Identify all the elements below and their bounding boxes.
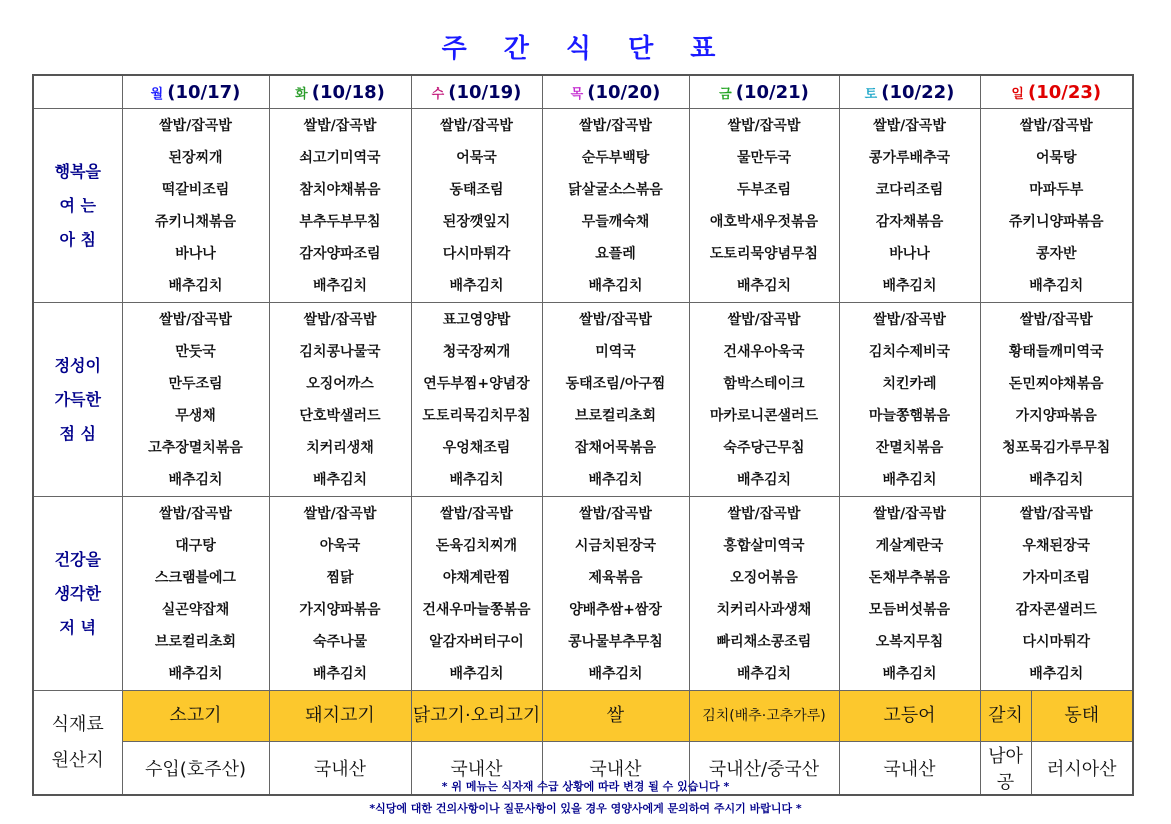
menu-change-note: * 위 메뉴는 식자재 수급 상황에 따라 변경 될 수 있습니다 * xyxy=(441,780,730,793)
dish-item: 치커리사과생채 xyxy=(716,602,812,618)
dish-item: 쌀밥/잡곡밥 xyxy=(159,312,232,328)
dish-item: 쌀밥/잡곡밥 xyxy=(579,312,652,328)
menu-cell xyxy=(411,497,542,691)
dish-item: 순두부백탕 xyxy=(581,150,650,166)
dish-item: 배추김치 xyxy=(882,666,937,682)
dish-item: 배추김치 xyxy=(168,278,223,294)
day-icon: 금 xyxy=(719,86,732,102)
dish-item: 찜닭 xyxy=(326,570,354,586)
meal-label-line: 아 침 xyxy=(59,229,96,249)
dish-item: 물만두국 xyxy=(736,150,792,166)
dish-item: 마카로니콘샐러드 xyxy=(709,408,819,424)
menu-cell xyxy=(542,497,689,691)
origin-country: 국내산/중국산 xyxy=(689,742,839,796)
dish-item: 쌀밥/잡곡밥 xyxy=(159,118,232,134)
menu-cell xyxy=(122,109,269,303)
origin-country: 남아공 xyxy=(980,742,1031,796)
dish-item: 김치콩나물국 xyxy=(299,344,381,360)
dish-item: 배추김치 xyxy=(312,278,368,294)
dish-item: 쌀밥/잡곡밥 xyxy=(1019,506,1093,522)
dish-item: 쌀밥/잡곡밥 xyxy=(303,506,377,522)
dish-item: 우엉채조림 xyxy=(442,440,511,456)
meal-label-line: 가득한 xyxy=(54,389,101,409)
menu-cell xyxy=(542,303,689,497)
meal-label xyxy=(33,109,122,303)
dish-item: 감자콘샐러드 xyxy=(1015,602,1097,618)
day-header-2 xyxy=(411,75,542,109)
inquiry-note: *식당에 대한 건의사항이나 질문사항이 있을 경우 영양사에게 문의하여 주시기 바랍니다 * xyxy=(369,802,802,815)
dish-item: 콩자반 xyxy=(1035,246,1077,262)
meal-label-line: 정성이 xyxy=(54,355,101,375)
origin-item-row xyxy=(33,691,1133,742)
dish-item: 콩가루배추국 xyxy=(868,150,951,166)
dish-item: 돈채부추볶음 xyxy=(868,570,951,586)
origin-label-line: 원산지 xyxy=(51,749,104,771)
menu-cell xyxy=(269,109,411,303)
dish-item: 브로컬리초회 xyxy=(154,634,237,650)
dish-item: 쥬키니양파볶음 xyxy=(1008,214,1104,230)
day-header-3 xyxy=(542,75,689,109)
dish-item: 무생채 xyxy=(175,408,216,424)
meal-label-line: 저 녁 xyxy=(59,617,96,637)
day-date: (10/23) xyxy=(1027,81,1102,103)
dish-item: 배추김치 xyxy=(588,666,643,682)
dish-item: 마파두부 xyxy=(1029,182,1084,198)
dish-item: 건새우아욱국 xyxy=(723,344,805,360)
menu-cell xyxy=(839,109,980,303)
origin-ingredient: 고등어 xyxy=(839,691,980,742)
dish-item: 쥬키니채볶음 xyxy=(154,214,237,230)
menu-cell xyxy=(269,497,411,691)
dish-item: 쌀밥/잡곡밥 xyxy=(440,118,513,134)
menu-cell xyxy=(122,497,269,691)
dish-item: 가지양파볶음 xyxy=(1015,408,1097,424)
dish-item: 청국장찌개 xyxy=(442,344,511,360)
origin-label-line: 식재료 xyxy=(51,713,104,735)
dish-item: 배추김치 xyxy=(449,472,504,488)
origin-ingredient: 돼지고기 xyxy=(269,691,411,742)
dish-item: 다시마튀각 xyxy=(1022,634,1091,650)
dish-item: 쌀밥/잡곡밥 xyxy=(1019,118,1093,134)
dish-item: 쌀밥/잡곡밥 xyxy=(303,118,377,134)
origin-ingredient: 김치(배추·고추가루) xyxy=(689,691,839,742)
dish-item: 연두부찜+양념장 xyxy=(423,376,530,392)
dish-item: 동태조림/아구찜 xyxy=(565,376,666,392)
meal-label xyxy=(33,497,122,691)
dish-item: 오복지무침 xyxy=(875,634,944,650)
day-icon: 목 xyxy=(570,86,584,102)
dish-item: 쌀밥/잡곡밥 xyxy=(303,312,377,328)
day-date: (10/20) xyxy=(587,81,661,103)
dish-item: 요플레 xyxy=(595,246,636,262)
dish-item: 코다리조림 xyxy=(875,182,944,198)
dish-item: 돈육김치찌개 xyxy=(435,538,518,554)
dish-item: 게살계란국 xyxy=(875,538,944,554)
dish-item: 단호박샐러드 xyxy=(299,408,381,424)
dish-item: 된장깻잎지 xyxy=(442,214,511,230)
dish-item: 배추김치 xyxy=(1029,472,1084,488)
meal-label-line: 건강을 xyxy=(54,549,101,569)
dish-item: 배추김치 xyxy=(736,666,792,682)
dish-item: 배추김치 xyxy=(312,666,368,682)
dish-item: 배추김치 xyxy=(312,472,368,488)
day-header-6 xyxy=(980,75,1133,109)
dish-item: 모듬버섯볶음 xyxy=(868,602,951,618)
dish-item: 잔멸치볶음 xyxy=(875,440,944,456)
dish-item: 애호박새우젓볶음 xyxy=(709,214,819,230)
origin-country: 국내산 xyxy=(542,742,689,796)
dish-item: 표고영양밥 xyxy=(442,312,511,328)
dish-item: 홍합살미역국 xyxy=(723,538,805,554)
dish-item: 배추김치 xyxy=(736,472,792,488)
dish-item: 청포묵김가루무침 xyxy=(1002,440,1111,456)
meal-label-line: 행복을 xyxy=(54,161,101,181)
dish-item: 고추장멸치볶음 xyxy=(148,440,243,456)
dish-item: 감자채볶음 xyxy=(875,214,944,230)
origin-ingredient: 닭고기·오리고기 xyxy=(411,691,542,742)
dish-item: 바나나 xyxy=(889,246,930,262)
meal-row xyxy=(33,109,1133,303)
menu-cell xyxy=(980,497,1133,691)
dish-item: 떡갈비조림 xyxy=(161,182,230,198)
day-date: (10/17) xyxy=(167,81,241,103)
dish-item: 아욱국 xyxy=(319,538,361,554)
weekly-menu-table xyxy=(32,74,1134,796)
dish-item: 스크램블에그 xyxy=(154,570,237,586)
day-date: (10/19) xyxy=(448,81,522,103)
dish-item: 된장찌개 xyxy=(168,150,223,166)
meal-label xyxy=(33,303,122,497)
menu-cell xyxy=(689,497,839,691)
dish-item: 알감자버터구이 xyxy=(429,634,524,650)
day-icon: 월 xyxy=(150,86,164,102)
dish-item: 야채계란찜 xyxy=(442,570,511,586)
origin-ingredient: 쌀 xyxy=(542,691,689,742)
menu-cell xyxy=(122,303,269,497)
dish-item: 오징어볶음 xyxy=(730,570,798,586)
dish-item: 배추김치 xyxy=(168,666,223,682)
day-icon: 일 xyxy=(1011,86,1024,102)
meal-row xyxy=(33,497,1133,691)
dish-item: 숙주나물 xyxy=(312,634,368,650)
dish-item: 만둣국 xyxy=(175,344,216,360)
dish-item: 쌀밥/잡곡밥 xyxy=(159,506,232,522)
menu-cell xyxy=(980,303,1133,497)
day-header-5 xyxy=(839,75,980,109)
dish-item: 마늘쫑햄볶음 xyxy=(868,408,951,424)
dish-item: 쌀밥/잡곡밥 xyxy=(1019,312,1093,328)
dish-item: 배추김치 xyxy=(588,278,643,294)
dish-item: 우채된장국 xyxy=(1022,538,1091,554)
dish-item: 도토리묵양념무침 xyxy=(709,246,819,262)
dish-item: 어묵국 xyxy=(456,150,497,166)
dish-item: 만두조림 xyxy=(168,376,223,392)
dish-item: 실곤약잡채 xyxy=(161,602,230,618)
menu-cell xyxy=(839,497,980,691)
day-header-0 xyxy=(122,75,269,109)
day-icon: 토 xyxy=(864,86,878,102)
dish-item: 함박스테이크 xyxy=(723,376,805,392)
dish-item: 감자양파조림 xyxy=(299,246,381,262)
dish-item: 무들깨숙채 xyxy=(581,214,650,230)
menu-cell xyxy=(269,303,411,497)
dish-item: 시금치된장국 xyxy=(574,538,657,554)
dish-item: 닭살굴소스볶음 xyxy=(568,182,663,198)
dish-item: 치킨카레 xyxy=(882,376,937,392)
origin-country: 수입(호주산) xyxy=(122,742,269,796)
day-date: (10/18) xyxy=(311,81,385,103)
dish-item: 배추김치 xyxy=(882,472,937,488)
dish-item: 숙주당근무침 xyxy=(723,440,805,456)
dish-item: 콩나물부추무침 xyxy=(568,634,663,650)
dish-item: 쌀밥/잡곡밥 xyxy=(727,312,801,328)
dish-item: 빠리채소콩조림 xyxy=(716,634,812,650)
dish-item: 김치수제비국 xyxy=(868,344,951,360)
corner-cell xyxy=(33,75,122,109)
dish-item: 바나나 xyxy=(175,246,216,262)
origin-country: 러시아산 xyxy=(1031,742,1133,796)
meal-label-line: 점 심 xyxy=(59,423,96,443)
dish-item: 배추김치 xyxy=(588,472,643,488)
day-header-4 xyxy=(689,75,839,109)
page-title: 주 간 식 단 표 xyxy=(441,34,730,64)
dish-item: 브로컬리초회 xyxy=(574,408,657,424)
origin-ingredient: 갈치 xyxy=(980,691,1031,742)
day-date: (10/22) xyxy=(881,81,955,103)
origin-ingredient: 소고기 xyxy=(122,691,269,742)
dish-item: 미역국 xyxy=(595,344,636,360)
dish-item: 동태조림 xyxy=(449,182,504,198)
day-icon: 화 xyxy=(295,86,308,102)
dish-item: 도토리묵김치무침 xyxy=(422,408,531,424)
dish-item: 가자미조림 xyxy=(1022,570,1091,586)
dish-item: 쇠고기미역국 xyxy=(299,150,381,166)
dish-item: 제육볶음 xyxy=(588,570,643,586)
dish-item: 배추김치 xyxy=(449,278,504,294)
dish-item: 황태들깨미역국 xyxy=(1008,344,1104,360)
dish-item: 다시마튀각 xyxy=(442,246,511,262)
dish-item: 배추김치 xyxy=(882,278,937,294)
menu-cell xyxy=(689,303,839,497)
menu-cell xyxy=(839,303,980,497)
dish-item: 치커리생채 xyxy=(306,440,374,456)
menu-cell xyxy=(689,109,839,303)
menu-cell xyxy=(542,109,689,303)
dish-item: 쌀밥/잡곡밥 xyxy=(579,506,652,522)
dish-item: 쌀밥/잡곡밥 xyxy=(727,118,801,134)
dish-item: 돈민찌야채볶음 xyxy=(1008,376,1104,392)
dish-item: 배추김치 xyxy=(736,278,792,294)
dish-item: 배추김치 xyxy=(449,666,504,682)
menu-cell xyxy=(411,109,542,303)
dish-item: 대구탕 xyxy=(175,538,216,554)
day-header-1 xyxy=(269,75,411,109)
dish-item: 두부조림 xyxy=(736,182,792,198)
origin-country: 국내산 xyxy=(411,742,542,796)
day-date: (10/21) xyxy=(735,81,809,103)
dish-item: 쌀밥/잡곡밥 xyxy=(873,506,946,522)
menu-cell xyxy=(980,109,1133,303)
dish-item: 가지양파볶음 xyxy=(299,602,381,618)
day-header-row xyxy=(33,75,1133,109)
dish-item: 쌀밥/잡곡밥 xyxy=(727,506,801,522)
dish-item: 쌀밥/잡곡밥 xyxy=(579,118,652,134)
day-icon: 수 xyxy=(431,86,445,102)
dish-item: 쌀밥/잡곡밥 xyxy=(440,506,513,522)
dish-item: 오징어까스 xyxy=(306,376,374,392)
dish-item: 배추김치 xyxy=(1029,278,1084,294)
meal-row xyxy=(33,303,1133,497)
dish-item: 부추두부무침 xyxy=(299,214,381,230)
dish-item: 양배추쌈+쌈장 xyxy=(569,602,662,618)
meal-label-line: 여 는 xyxy=(59,195,96,215)
origin-ingredient: 동태 xyxy=(1031,691,1133,742)
menu-cell xyxy=(411,303,542,497)
dish-item: 잡채어묵볶음 xyxy=(574,440,657,456)
dish-item: 배추김치 xyxy=(1029,666,1084,682)
origin-country: 국내산 xyxy=(269,742,411,796)
dish-item: 어묵탕 xyxy=(1035,150,1077,166)
dish-item: 건새우마늘쫑볶음 xyxy=(422,602,531,618)
dish-item: 참치야채볶음 xyxy=(299,182,381,198)
dish-item: 쌀밥/잡곡밥 xyxy=(873,118,946,134)
dish-item: 쌀밥/잡곡밥 xyxy=(873,312,946,328)
origin-country: 국내산 xyxy=(839,742,980,796)
dish-item: 배추김치 xyxy=(168,472,223,488)
meal-label-line: 생각한 xyxy=(54,583,101,603)
